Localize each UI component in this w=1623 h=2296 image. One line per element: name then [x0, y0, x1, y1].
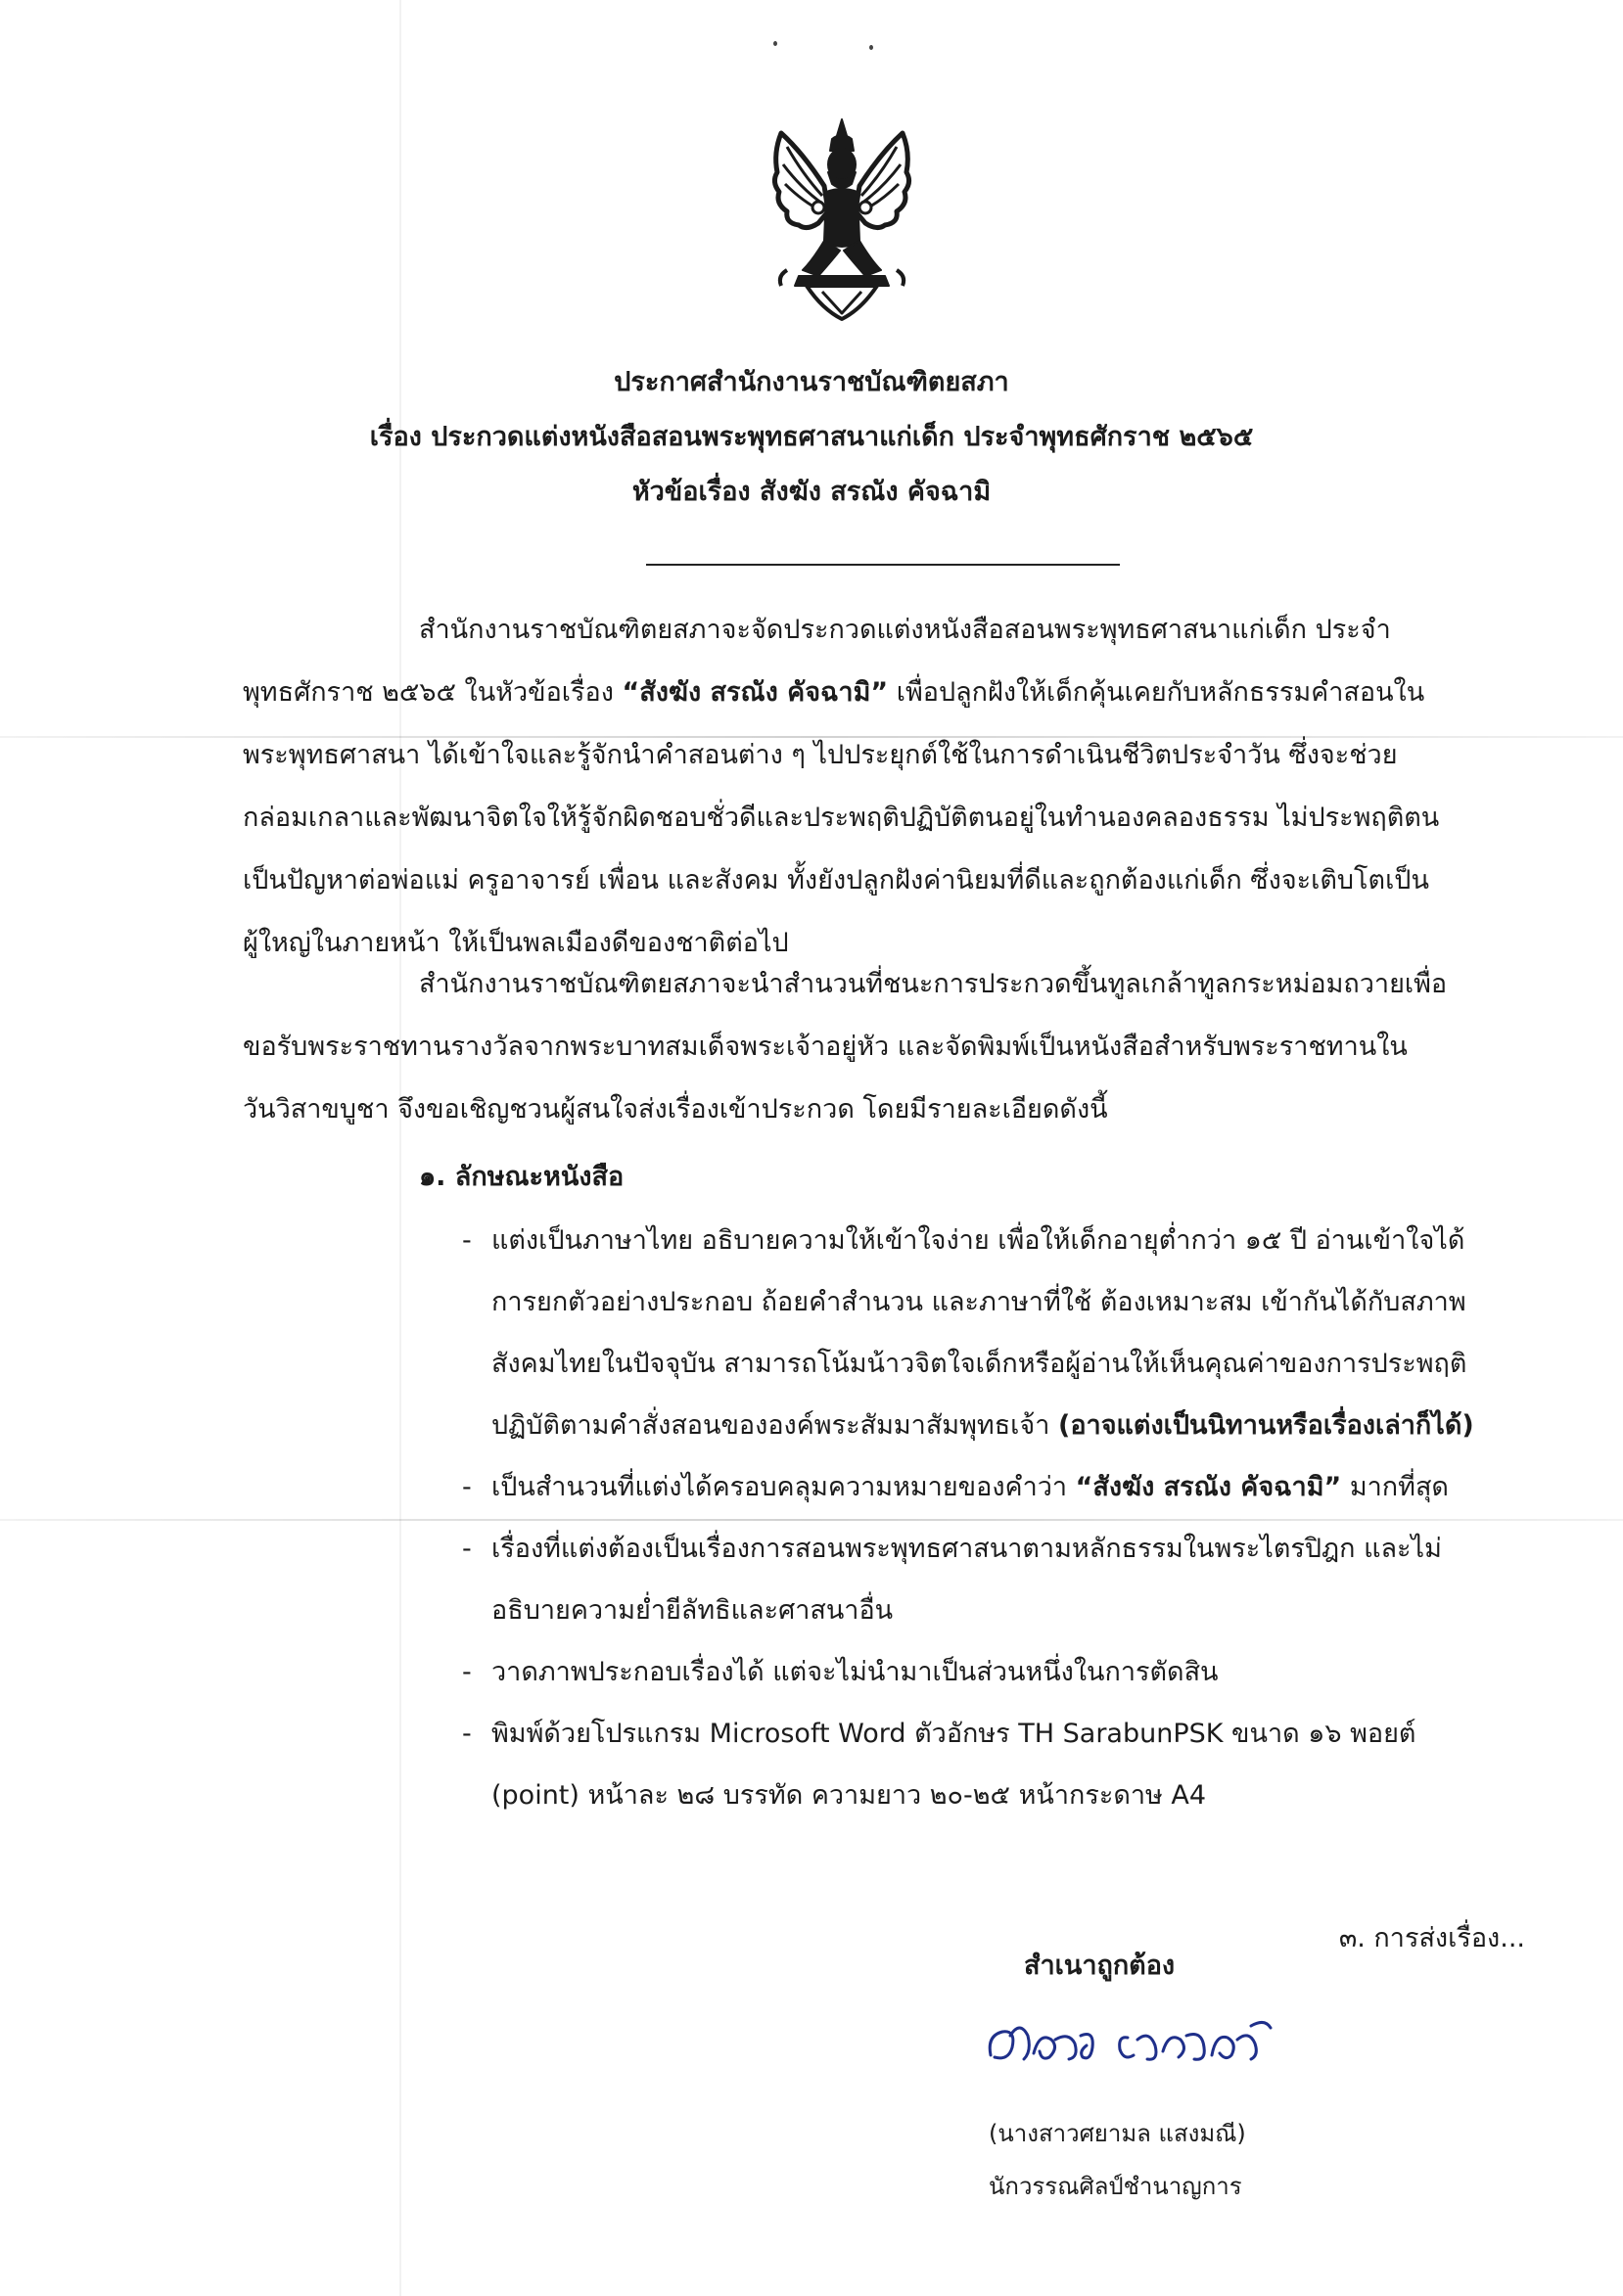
text-run: ปฏิบัติตามคำสั่งสอนขององค์พระสัมมาสัมพุทธเจ้า: [491, 1410, 1058, 1441]
list-item-line: เรื่องที่แต่งต้องเป็นเรื่องการสอนพระพุทธศาสนาตามหลักธรรมในพระไตรปิฎก และไม่: [491, 1534, 1442, 1564]
list-item-line: พิมพ์ด้วยโปรแกรม Microsoft Word ตัวอักษร TH SarabunPSK ขนาด ๑๖ พอยต์: [491, 1719, 1416, 1749]
announcement-title: ประกาศสำนักงานราชบัณฑิตยสภา: [614, 367, 1009, 397]
paragraph-line: [243, 662, 1533, 724]
paragraph-line: สำนักงานราชบัณฑิตยสภาจะจัดประกวดแต่งหนังสือสอนพระพุทธศาสนาแก่เด็ก ประจำ: [419, 615, 1391, 645]
dash-marker: -: [462, 1472, 472, 1502]
dash-marker: -: [462, 1719, 472, 1749]
quoted-topic: “สังฆัง สรณัง คัจฉามิ”: [1075, 1472, 1342, 1502]
title-divider: [646, 564, 1120, 566]
text-run: เพื่อปลูกฝังให้เด็กคุ้นเคยกับหลักธรรมคำสอนใน: [888, 677, 1425, 708]
book-requirements-list: [462, 1210, 1529, 1826]
paragraph-intro: [243, 599, 1533, 975]
list-item-line: (point) หน้าละ ๒๘ บรรทัด ความยาว ๒๐-๒๕ หน้ากระดาษ A4: [491, 1780, 1207, 1811]
garuda-emblem-icon: [764, 114, 920, 329]
signer-position: นักวรรณศิลป์ชำนาญการ: [989, 2173, 1242, 2200]
text-run: มากที่สุด: [1341, 1472, 1449, 1502]
list-item-line: การยกตัวอย่างประกอบ ถ้อยคำสำนวน และภาษาที่ใช้ ต้องเหมาะสม เข้ากันได้กับสภาพ: [491, 1287, 1466, 1317]
announcement-subject: เรื่อง ประกวดแต่งหนังสือสอนพระพุทธศาสนาแก่เด็ก ประจำพุทธศักราช ๒๕๖๕: [369, 422, 1254, 452]
paragraph-line: เป็นปัญหาต่อพ่อแม่ ครูอาจารย์ เพื่อน และสังคม ทั้งยังปลูกฝังค่านิยมที่ดีและถูกต้องแก่เด็ก ซึ่งจะเติบโตเป็น: [243, 865, 1429, 895]
list-item-line: [491, 1395, 1529, 1456]
list-item: [462, 1210, 1529, 1456]
paragraph-line: วันวิสาขบูชา จึงขอเชิญชวนผู้สนใจส่งเรื่องเข้าประกวด โดยมีรายละเอียดดังนี้: [243, 1094, 1108, 1125]
paragraph-award: [243, 953, 1533, 1141]
list-item: [462, 1518, 1529, 1641]
list-item-line: แต่งเป็นภาษาไทย อธิบายความให้เข้าใจง่าย เพื่อให้เด็กอายุต่ำกว่า ๑๕ ปี อ่านเข้าใจได้: [491, 1225, 1465, 1256]
list-item-line: [491, 1456, 1529, 1518]
paragraph-line: กล่อมเกลาและพัฒนาจิตใจให้รู้จักผิดชอบชั่วดีและประพฤติปฏิบัติตนอยู่ในทำนองคลองธรรม ไม่ประพฤติตน: [243, 803, 1440, 833]
announcement-topic: หัวข้อเรื่อง สังฆัง สรณัง คัจฉามิ: [631, 477, 992, 507]
list-item-line: วาดภาพประกอบเรื่องได้ แต่จะไม่นำมาเป็นส่วนหนึ่งในการตัดสิน: [491, 1657, 1219, 1687]
continuation-note: ๓. การส่งเรื่อง...: [1338, 1923, 1525, 1953]
paper-fold-crease: [399, 0, 401, 2296]
section-heading: ๑. ลักษณะหนังสือ: [419, 1162, 625, 1192]
emphasis-note: (อาจแต่งเป็นนิทานหรือเรื่องเล่าก็ได้): [1057, 1410, 1474, 1441]
paragraph-line: ผู้ใหญ่ในภายหน้า ให้เป็นพลเมืองดีของชาติต่อไป: [243, 928, 789, 958]
text-run: เป็นสำนวนที่แต่งได้ครอบคลุมความหมายของคำว่า: [491, 1472, 1076, 1502]
handwritten-signature: [981, 1997, 1284, 2085]
scan-speck: [773, 41, 777, 46]
list-item: [462, 1641, 1529, 1703]
paragraph-line: พระพุทธศาสนา ได้เข้าใจและรู้จักนำคำสอนต่าง ๆ ไปประยุกต์ใช้ในการดำเนินชีวิตประจำวัน ซึ่งจะช่วย: [243, 740, 1398, 770]
paragraph-line: ขอรับพระราชทานรางวัลจากพระบาทสมเด็จพระเจ้าอยู่หัว และจัดพิมพ์เป็นหนังสือสำหรับพระราชทานใน: [243, 1032, 1408, 1062]
text-run: พุทธศักราช ๒๕๖๕ ในหัวข้อเรื่อง: [243, 677, 623, 708]
list-item-line: สังคมไทยในปัจจุบัน สามารถโน้มน้าวจิตใจเด็กหรือผู้อ่านให้เห็นคุณค่าของการประพฤติ: [491, 1349, 1467, 1379]
list-item: [462, 1456, 1529, 1518]
quoted-topic: “สังฆัง สรณัง คัจฉามิ”: [622, 677, 889, 708]
dash-marker: -: [462, 1534, 472, 1564]
paragraph-line: สำนักงานราชบัณฑิตยสภาจะนำสำนวนที่ชนะการประกวดขึ้นทูลเกล้าทูลกระหม่อมถวายเพื่อ: [419, 969, 1448, 999]
signer-name: (นางสาวศยามล แสงมณี): [989, 2120, 1246, 2147]
list-item: [462, 1703, 1529, 1826]
list-item-line: อธิบายความย่ำยีลัทธิและศาสนาอื่น: [491, 1595, 894, 1626]
dash-marker: -: [462, 1657, 472, 1687]
certified-copy-label: สำเนาถูกต้อง: [1024, 1951, 1176, 1981]
dash-marker: -: [462, 1225, 472, 1256]
scan-speck: [869, 45, 873, 50]
